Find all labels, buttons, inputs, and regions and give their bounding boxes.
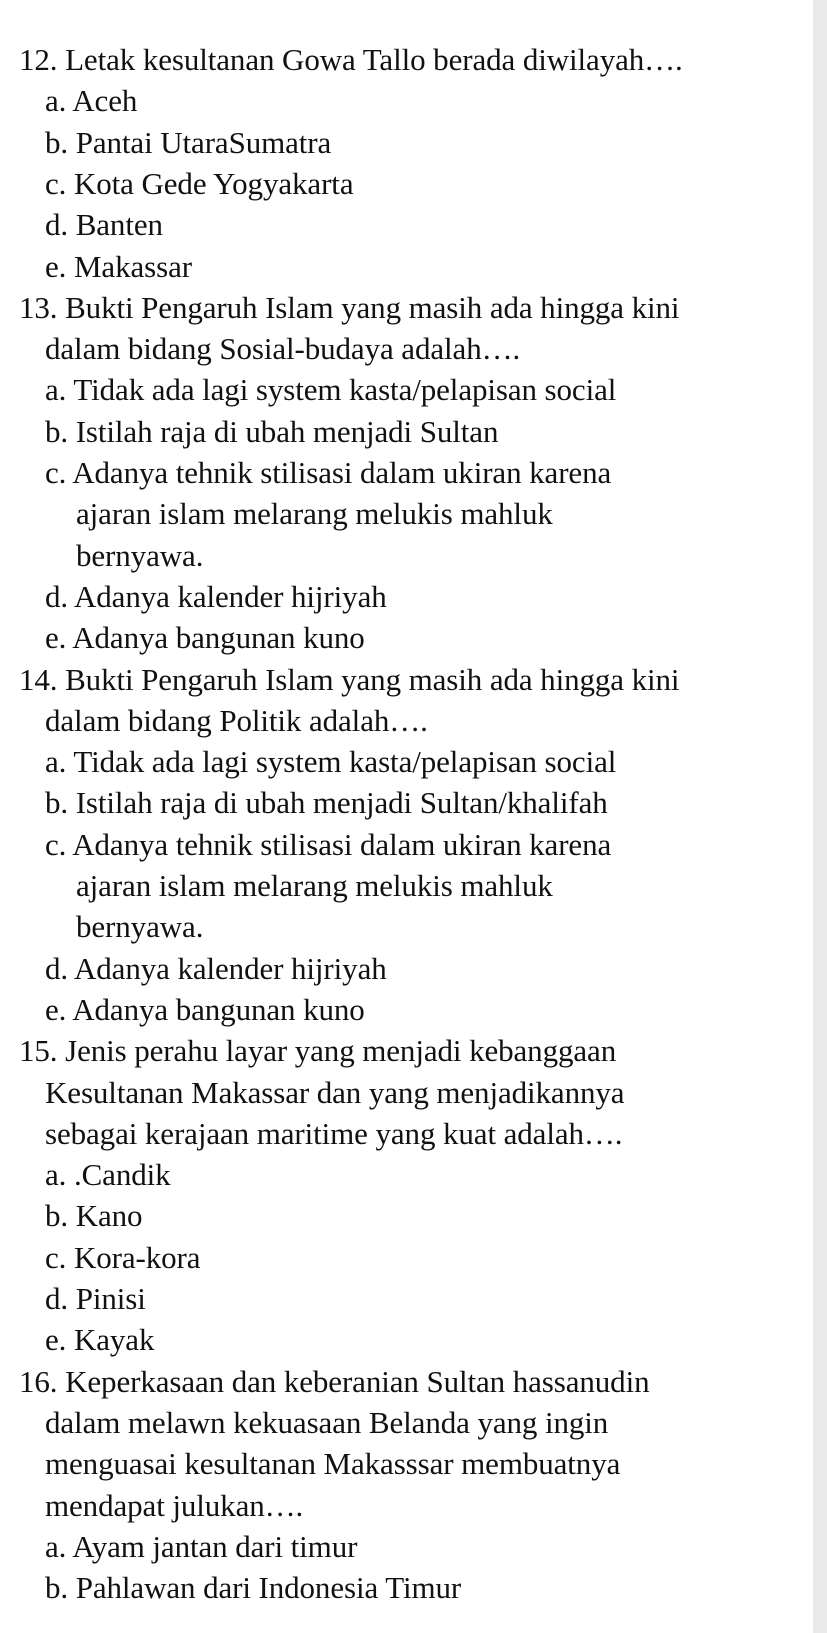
answer-option: c. Adanya tehnik stilisasi dalam ukiran karena xyxy=(45,826,612,862)
answer-option: b. Istilah raja di ubah menjadi Sultan/khalifah xyxy=(45,785,608,821)
question-stem: 12. Letak kesultanan Gowa Tallo berada diwilayah…. xyxy=(19,42,683,77)
answer-option-continued: bernyawa. xyxy=(76,909,204,945)
question-stem-continued: mendapat julukan…. xyxy=(45,1487,304,1523)
answer-option: a. Ayam jantan dari timur xyxy=(45,1528,358,1564)
answer-option: e. Kayak xyxy=(45,1322,155,1358)
answer-option: c. Kora-kora xyxy=(45,1239,201,1275)
answer-option: c. Adanya tehnik stilisasi dalam ukiran karena xyxy=(45,455,612,490)
answer-option: a. Tidak ada lagi system kasta/pelapisan social xyxy=(45,372,617,408)
answer-option: d. Pinisi xyxy=(45,1281,146,1316)
answer-option: d. Adanya kalender hijriyah xyxy=(45,950,387,986)
answer-option: e. Adanya bangunan kuno xyxy=(45,620,365,656)
question-stem-continued: dalam bidang Sosial-budaya adalah…. xyxy=(45,331,521,367)
question-stem: 16. Keperkasaan dan keberanian Sultan hassanudin xyxy=(19,1363,650,1399)
answer-option: c. Kota Gede Yogyakarta xyxy=(45,165,354,201)
answer-option-continued: ajaran islam melarang melukis mahluk xyxy=(76,496,553,532)
page-edge-shadow xyxy=(813,0,827,1633)
question-stem: 14. Bukti Pengaruh Islam yang masih ada hingga kini xyxy=(19,661,680,697)
question-stem: 13. Bukti Pengaruh Islam yang masih ada hingga kini xyxy=(19,289,680,325)
question-stem-continued: sebagai kerajaan maritime yang kuat adalah…. xyxy=(45,1115,623,1151)
answer-option: d. Adanya kalender hijriyah xyxy=(45,578,387,614)
answer-option: d. Banten xyxy=(45,207,163,243)
answer-option: a. Tidak ada lagi system kasta/pelapisan social xyxy=(45,744,617,780)
question-stem-continued: dalam bidang Politik adalah…. xyxy=(45,702,428,738)
answer-option: b. Istilah raja di ubah menjadi Sultan xyxy=(45,413,499,449)
question-stem-continued: menguasai kesultanan Makasssar membuatnya xyxy=(45,1446,621,1482)
answer-option: e. Makassar xyxy=(45,248,192,284)
question-stem: 15. Jenis perahu layar yang menjadi kebanggaan xyxy=(19,1033,617,1069)
question-stem-continued: Kesultanan Makassar dan yang menjadikannya xyxy=(45,1074,625,1110)
answer-option-continued: ajaran islam melarang melukis mahluk xyxy=(76,868,553,903)
answer-option-continued: bernyawa. xyxy=(76,537,204,573)
answer-option: b. Pantai UtaraSumatra xyxy=(45,124,332,160)
answer-option: e. Adanya bangunan kuno xyxy=(45,991,365,1027)
question-stem-continued: dalam melawn kekuasaan Belanda yang ingin xyxy=(45,1404,609,1440)
answer-option: a. .Candik xyxy=(45,1157,171,1193)
answer-option: b. Pahlawan dari Indonesia Timur xyxy=(45,1570,462,1606)
answer-option: b. Kano xyxy=(45,1198,143,1234)
answer-option: a. Aceh xyxy=(45,83,138,119)
